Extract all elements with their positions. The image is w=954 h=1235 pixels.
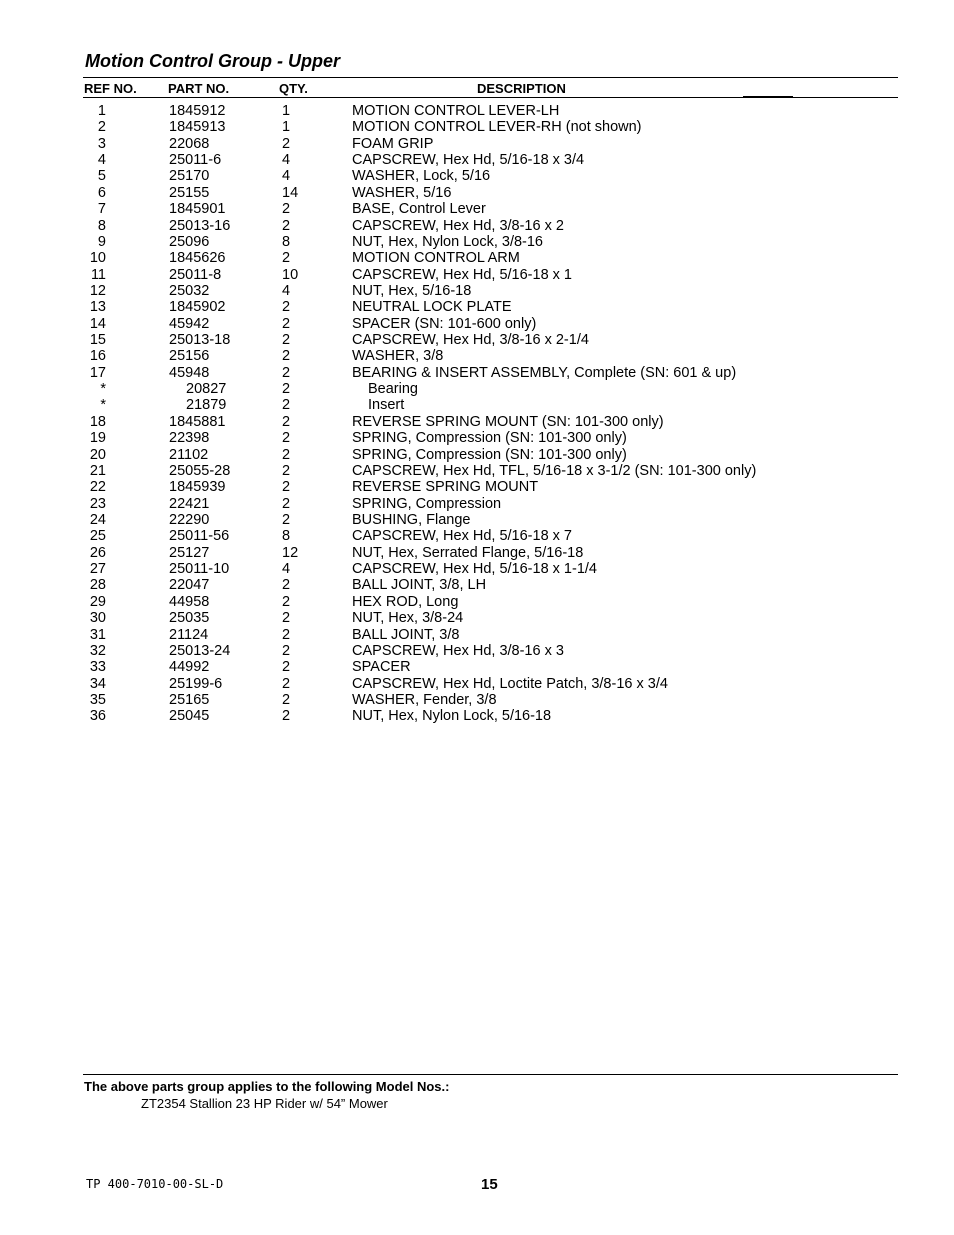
- table-row: [0, 381, 954, 397]
- table-row: [0, 201, 954, 217]
- qty-cell: 10: [282, 266, 299, 283]
- description-cell: CAPSCREW, Hex Hd, Loctite Patch, 3/8-16 x 3/4: [352, 675, 668, 692]
- table-row: [0, 659, 954, 675]
- description-cell: CAPSCREW, Hex Hd, 3/8-16 x 3: [352, 642, 564, 659]
- qty-cell: 4: [282, 282, 291, 299]
- part-no-cell: 25013-18: [169, 332, 231, 349]
- part-no-cell: 45942: [169, 315, 210, 332]
- description-cell: CAPSCREW, Hex Hd, 5/16-18 x 3/4: [352, 152, 585, 169]
- part-no-cell: 25170: [169, 168, 210, 185]
- ref-no-cell: 22: [89, 479, 106, 496]
- table-row: [0, 152, 954, 168]
- qty-cell: 2: [282, 397, 291, 414]
- qty-cell: 2: [282, 642, 291, 659]
- qty-cell: 2: [282, 593, 291, 610]
- qty-cell: 2: [282, 479, 291, 496]
- table-row: [0, 250, 954, 266]
- part-no-cell: 22068: [169, 135, 210, 152]
- table-row: [0, 479, 954, 495]
- description-cell: BEARING & INSERT ASSEMBLY, Complete (SN: 601 & up): [352, 364, 737, 381]
- ref-no-cell: 4: [97, 152, 106, 169]
- part-no-cell: 44992: [169, 659, 210, 676]
- table-row: [0, 332, 954, 348]
- part-no-cell: 21879: [186, 397, 227, 414]
- description-cell: SPRING, Compression: [352, 495, 502, 512]
- part-no-cell: 25165: [169, 691, 210, 708]
- part-no-cell: 25011-10: [169, 561, 230, 578]
- qty-cell: 12: [282, 544, 299, 561]
- ref-no-cell: 8: [97, 217, 106, 234]
- part-no-cell: 1845626: [169, 250, 226, 267]
- part-no-cell: 1845881: [169, 413, 226, 430]
- part-no-cell: 25013-24: [169, 642, 231, 659]
- description-cell: SPACER: [352, 659, 411, 676]
- ref-no-cell: *: [100, 381, 106, 398]
- table-row: [0, 463, 954, 479]
- table-row: [0, 414, 954, 430]
- description-cell: MOTION CONTROL ARM: [352, 250, 520, 267]
- part-no-cell: 22398: [169, 430, 210, 447]
- part-no-cell: 25011-56: [169, 528, 230, 545]
- part-no-cell: 25199-6: [169, 675, 223, 692]
- part-no-cell: 44958: [169, 593, 210, 610]
- ref-no-cell: 35: [89, 691, 106, 708]
- description-cell: HEX ROD, Long: [352, 593, 459, 610]
- ref-no-cell: 20: [89, 446, 106, 463]
- description-cell: Insert: [368, 397, 405, 414]
- part-no-cell: 20827: [186, 381, 227, 398]
- table-row: [0, 365, 954, 381]
- description-cell: CAPSCREW, Hex Hd, 5/16-18 x 1: [352, 266, 572, 283]
- qty-cell: 2: [282, 446, 291, 463]
- ref-no-cell: 29: [89, 593, 106, 610]
- qty-cell: 2: [282, 495, 291, 512]
- qty-cell: 4: [282, 152, 291, 169]
- description-cell: NUT, Hex, Nylon Lock, 3/8-16: [352, 233, 543, 250]
- ref-no-cell: *: [100, 397, 106, 414]
- part-no-cell: 21124: [169, 626, 209, 643]
- qty-cell: 2: [282, 610, 291, 627]
- description-cell: WASHER, Lock, 5/16: [352, 168, 491, 185]
- qty-cell: 14: [282, 184, 299, 201]
- table-row: [0, 218, 954, 234]
- table-row: [0, 397, 954, 413]
- part-no-cell: 45948: [169, 364, 210, 381]
- description-cell: CAPSCREW, Hex Hd, 3/8-16 x 2: [352, 217, 564, 234]
- part-no-cell: 1845913: [169, 119, 226, 136]
- ref-no-cell: 11: [90, 266, 106, 283]
- ref-no-cell: 9: [97, 233, 106, 250]
- ref-no-cell: 3: [97, 135, 106, 152]
- table-row: [0, 168, 954, 184]
- ref-no-cell: 30: [89, 610, 106, 627]
- ref-no-cell: 17: [89, 364, 106, 381]
- description-cell: REVERSE SPRING MOUNT: [352, 479, 539, 496]
- qty-cell: 2: [282, 250, 291, 267]
- title-rule: [83, 77, 898, 78]
- part-no-cell: 22421: [169, 495, 210, 512]
- qty-cell: 4: [282, 168, 291, 185]
- qty-cell: 2: [282, 299, 291, 316]
- ref-no-cell: 23: [89, 495, 106, 512]
- description-cell: CAPSCREW, Hex Hd, 5/16-18 x 7: [352, 528, 572, 545]
- ref-no-cell: 12: [89, 282, 106, 299]
- qty-cell: 4: [282, 561, 291, 578]
- header-rule-accent: [743, 96, 793, 98]
- ref-no-cell: 19: [89, 430, 106, 447]
- ref-no-cell: 26: [89, 544, 106, 561]
- ref-no-cell: 34: [89, 675, 106, 692]
- ref-no-cell: 36: [89, 708, 106, 725]
- part-no-cell: 1845912: [169, 103, 226, 119]
- table-row: [0, 316, 954, 332]
- footer-rule: [83, 1074, 898, 1075]
- qty-cell: 2: [282, 364, 291, 381]
- ref-no-cell: 27: [89, 561, 106, 578]
- table-row: [0, 267, 954, 283]
- ref-no-cell: 15: [89, 332, 106, 349]
- table-row: [0, 561, 954, 577]
- table-row: [0, 528, 954, 544]
- qty-cell: 2: [282, 626, 291, 643]
- header-description: DESCRIPTION: [477, 81, 566, 96]
- qty-cell: 8: [282, 233, 291, 250]
- table-row: [0, 103, 954, 119]
- page-number: 15: [481, 1176, 498, 1193]
- ref-no-cell: 5: [97, 168, 106, 185]
- header-qty: QTY.: [279, 81, 308, 96]
- part-no-cell: 25035: [169, 610, 210, 627]
- ref-no-cell: 14: [89, 315, 106, 332]
- description-cell: SPRING, Compression (SN: 101-300 only): [352, 430, 627, 447]
- part-no-cell: 25156: [169, 348, 210, 365]
- description-cell: NUT, Hex, 3/8-24: [352, 610, 464, 627]
- description-cell: REVERSE SPRING MOUNT (SN: 101-300 only): [352, 413, 664, 430]
- description-cell: Bearing: [368, 381, 418, 398]
- table-row: [0, 136, 954, 152]
- qty-cell: 2: [282, 691, 291, 708]
- table-row: [0, 594, 954, 610]
- table-row: [0, 348, 954, 364]
- ref-no-cell: 31: [89, 626, 106, 643]
- part-no-cell: 25032: [169, 282, 210, 299]
- ref-no-cell: 21: [89, 462, 106, 479]
- description-cell: BUSHING, Flange: [352, 511, 471, 528]
- table-row: [0, 119, 954, 135]
- qty-cell: 1: [282, 103, 291, 119]
- ref-no-cell: 28: [89, 577, 106, 594]
- qty-cell: 2: [282, 413, 291, 430]
- qty-cell: 2: [282, 135, 291, 152]
- description-cell: FOAM GRIP: [352, 135, 434, 152]
- part-no-cell: 25055-28: [169, 462, 231, 479]
- qty-cell: 2: [282, 201, 291, 218]
- description-cell: MOTION CONTROL LEVER-LH: [352, 103, 560, 119]
- qty-cell: 2: [282, 511, 291, 528]
- qty-cell: 2: [282, 462, 291, 479]
- part-no-cell: 25127: [169, 544, 210, 561]
- ref-no-cell: 24: [89, 511, 106, 528]
- ref-no-cell: 18: [89, 413, 106, 430]
- qty-cell: 2: [282, 332, 291, 349]
- qty-cell: 2: [282, 381, 291, 398]
- ref-no-cell: 25: [89, 528, 106, 545]
- description-cell: NUT, Hex, 5/16-18: [352, 282, 472, 299]
- table-row: [0, 234, 954, 250]
- document-code: TP 400-7010-00-SL-D: [86, 1177, 224, 1191]
- model-number: ZT2354 Stallion 23 HP Rider w/ 54” Mower: [141, 1096, 388, 1111]
- description-cell: WASHER, 5/16: [352, 184, 452, 201]
- qty-cell: 2: [282, 659, 291, 676]
- header-part-no: PART NO.: [168, 81, 230, 96]
- qty-cell: 2: [282, 675, 291, 692]
- ref-no-cell: 2: [97, 119, 106, 136]
- ref-no-cell: 32: [89, 642, 106, 659]
- table-row: [0, 185, 954, 201]
- table-row: [0, 692, 954, 708]
- description-cell: WASHER, Fender, 3/8: [352, 691, 497, 708]
- part-no-cell: 25011-6: [169, 152, 222, 169]
- applies-label: The above parts group applies to the following Model Nos.:: [84, 1079, 450, 1094]
- description-cell: NUT, Hex, Serrated Flange, 5/16-18: [352, 544, 584, 561]
- description-cell: WASHER, 3/8: [352, 348, 444, 365]
- parts-table: [0, 103, 954, 725]
- ref-no-cell: 16: [89, 348, 106, 365]
- description-cell: MOTION CONTROL LEVER-RH (not shown): [352, 119, 642, 136]
- description-cell: CAPSCREW, Hex Hd, 5/16-18 x 1-1/4: [352, 561, 597, 578]
- part-no-cell: 25011-8: [169, 266, 222, 283]
- description-cell: BASE, Control Lever: [352, 201, 486, 218]
- table-row: [0, 430, 954, 446]
- table-row: [0, 545, 954, 561]
- table-row: [0, 496, 954, 512]
- part-no-cell: 25155: [169, 184, 210, 201]
- qty-cell: 2: [282, 577, 291, 594]
- page-title: Motion Control Group - Upper: [85, 51, 340, 71]
- qty-cell: 2: [282, 217, 291, 234]
- part-no-cell: 1845902: [169, 299, 226, 316]
- description-cell: BALL JOINT, 3/8, LH: [352, 577, 487, 594]
- table-row: [0, 299, 954, 315]
- header-ref-no: REF NO.: [84, 81, 137, 96]
- description-cell: CAPSCREW, Hex Hd, TFL, 5/16-18 x 3-1/2 (SN: 101-300 only): [352, 462, 757, 479]
- description-cell: SPRING, Compression (SN: 101-300 only): [352, 446, 627, 463]
- description-cell: SPACER (SN: 101-600 only): [352, 315, 537, 332]
- table-row: [0, 577, 954, 593]
- description-cell: NEUTRAL LOCK PLATE: [352, 299, 512, 316]
- table-row: [0, 447, 954, 463]
- table-row: [0, 627, 954, 643]
- ref-no-cell: 1: [97, 103, 106, 119]
- description-cell: BALL JOINT, 3/8: [352, 626, 460, 643]
- qty-cell: 2: [282, 315, 291, 332]
- qty-cell: 2: [282, 348, 291, 365]
- part-no-cell: 1845901: [169, 201, 226, 218]
- table-row: [0, 283, 954, 299]
- qty-cell: 2: [282, 708, 291, 725]
- description-cell: NUT, Hex, Nylon Lock, 5/16-18: [352, 708, 552, 725]
- table-row: [0, 676, 954, 692]
- part-no-cell: 25096: [169, 233, 210, 250]
- part-no-cell: 22290: [169, 511, 210, 528]
- description-cell: CAPSCREW, Hex Hd, 3/8-16 x 2-1/4: [352, 332, 589, 349]
- qty-cell: 1: [282, 119, 291, 136]
- part-no-cell: 22047: [169, 577, 210, 594]
- ref-no-cell: 7: [97, 201, 106, 218]
- part-no-cell: 25013-16: [169, 217, 231, 234]
- qty-cell: 8: [282, 528, 291, 545]
- table-row: [0, 512, 954, 528]
- part-no-cell: 1845939: [169, 479, 226, 496]
- table-row: [0, 610, 954, 626]
- table-row: [0, 643, 954, 659]
- ref-no-cell: 6: [97, 184, 106, 201]
- ref-no-cell: 13: [89, 299, 106, 316]
- part-no-cell: 25045: [169, 708, 210, 725]
- ref-no-cell: 33: [89, 659, 106, 676]
- part-no-cell: 21102: [169, 446, 209, 463]
- ref-no-cell: 10: [89, 250, 106, 267]
- table-row: [0, 708, 954, 724]
- qty-cell: 2: [282, 430, 291, 447]
